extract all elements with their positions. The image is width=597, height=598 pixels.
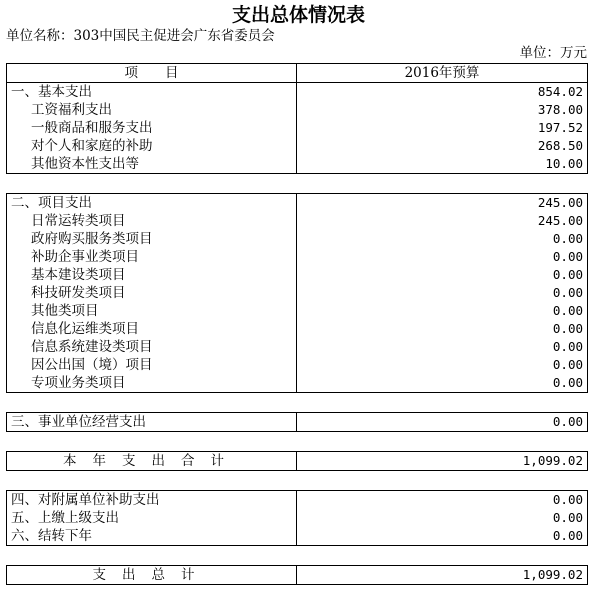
section-spacer	[7, 471, 588, 491]
table-row	[7, 137, 588, 155]
row-label: 科技研发类项目	[7, 284, 297, 302]
table-row	[7, 284, 588, 302]
header-budget: 2016年预算	[297, 64, 588, 83]
table-row	[7, 101, 588, 119]
section-spacer	[7, 546, 588, 566]
section-spacer	[7, 393, 588, 413]
row-label: 支出总计	[7, 566, 297, 585]
row-label: 工资福利支出	[7, 101, 297, 119]
row-value: 0.00	[297, 374, 588, 393]
row-value: 0.00	[297, 527, 588, 546]
table-row	[7, 194, 588, 213]
row-label: 信息系统建设类项目	[7, 338, 297, 356]
report-title: 支出总体情况表	[231, 4, 365, 26]
table-row	[7, 266, 588, 284]
row-value: 0.00	[297, 302, 588, 320]
row-value: 245.00	[297, 212, 588, 230]
row-value: 0.00	[297, 266, 588, 284]
row-label: 信息化运维类项目	[7, 320, 297, 338]
row-value: 0.00	[297, 413, 588, 432]
row-value: 1,099.02	[297, 566, 588, 585]
row-label: 二、项目支出	[7, 194, 297, 213]
table-row	[7, 248, 588, 266]
row-label: 日常运转类项目	[7, 212, 297, 230]
table-row	[7, 83, 588, 102]
row-value: 0.00	[297, 284, 588, 302]
row-value: 0.00	[297, 230, 588, 248]
section-spacer	[7, 174, 588, 194]
row-value: 0.00	[297, 356, 588, 374]
row-value: 245.00	[297, 194, 588, 213]
table-row	[7, 302, 588, 320]
table-header-row	[7, 64, 588, 83]
row-value: 0.00	[297, 248, 588, 266]
table-row	[7, 230, 588, 248]
row-label: 五、上缴上级支出	[7, 509, 297, 527]
table-row	[7, 413, 588, 432]
section-spacer	[7, 432, 588, 452]
row-value: 854.02	[297, 83, 588, 102]
table-row	[7, 527, 588, 546]
header-item: 项 目	[7, 64, 297, 83]
row-label: 其他资本性支出等	[7, 155, 297, 174]
row-label: 六、结转下年	[7, 527, 297, 546]
row-value: 0.00	[297, 338, 588, 356]
row-label: 专项业务类项目	[7, 374, 297, 393]
row-label: 三、事业单位经营支出	[7, 413, 297, 432]
table-row	[7, 566, 588, 585]
row-label: 补助企事业类项目	[7, 248, 297, 266]
table-row	[7, 452, 588, 471]
row-value: 378.00	[297, 101, 588, 119]
row-label: 因公出国（境）项目	[7, 356, 297, 374]
row-label: 其他类项目	[7, 302, 297, 320]
table-row	[7, 491, 588, 510]
row-label: 政府购买服务类项目	[7, 230, 297, 248]
row-label: 基本建设类项目	[7, 266, 297, 284]
table-row	[7, 374, 588, 393]
row-value: 0.00	[297, 320, 588, 338]
table-row	[7, 338, 588, 356]
row-value: 0.00	[297, 491, 588, 510]
budget-table	[6, 63, 588, 585]
row-value: 10.00	[297, 155, 588, 174]
currency-unit-label: 单位：万元	[519, 45, 587, 61]
row-label: 本年支出合计	[7, 452, 297, 471]
table-row	[7, 320, 588, 338]
table-row	[7, 356, 588, 374]
table-row	[7, 509, 588, 527]
table-row	[7, 212, 588, 230]
row-label: 一般商品和服务支出	[7, 119, 297, 137]
row-label: 四、对附属单位补助支出	[7, 491, 297, 510]
row-value: 1,099.02	[297, 452, 588, 471]
unit-name: 单位名称：303中国民主促进会广东省委员会	[6, 28, 275, 44]
table-row	[7, 155, 588, 174]
row-label: 对个人和家庭的补助	[7, 137, 297, 155]
row-label: 一、基本支出	[7, 83, 297, 102]
row-value: 197.52	[297, 119, 588, 137]
row-value: 0.00	[297, 509, 588, 527]
row-value: 268.50	[297, 137, 588, 155]
table-row	[7, 119, 588, 137]
